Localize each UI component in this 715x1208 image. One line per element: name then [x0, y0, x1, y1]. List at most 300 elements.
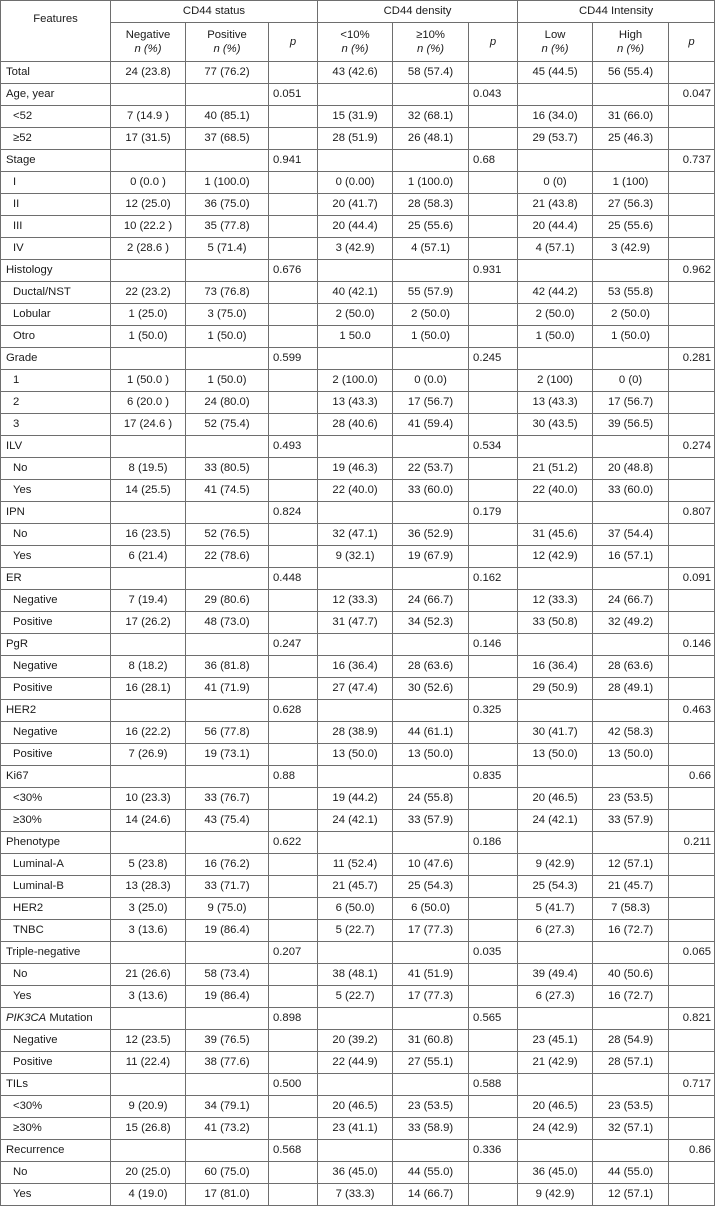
- count-cell: 3 (13.6): [111, 920, 186, 942]
- p-value-cell: 0.941: [269, 150, 318, 172]
- empty-cell: [593, 436, 669, 458]
- count-cell: 44 (61.1): [393, 722, 469, 744]
- count-cell: 15 (26.8): [111, 1118, 186, 1140]
- count-cell: 36 (45.0): [318, 1162, 393, 1184]
- count-cell: 30 (52.6): [393, 678, 469, 700]
- p-value-cell: [269, 304, 318, 326]
- count-cell: 25 (54.3): [393, 876, 469, 898]
- p-value-cell: [469, 458, 518, 480]
- p-value-cell: 0.898: [269, 1008, 318, 1030]
- count-cell: 33 (58.9): [393, 1118, 469, 1140]
- table-row: [1, 524, 715, 546]
- empty-cell: [518, 84, 593, 106]
- header-p-value: [469, 23, 518, 62]
- p-value-cell: [269, 612, 318, 634]
- p-value-cell: [269, 1030, 318, 1052]
- count-cell: 24 (23.8): [111, 62, 186, 84]
- count-cell: 21 (26.6): [111, 964, 186, 986]
- p-value-cell: [669, 1184, 715, 1206]
- empty-cell: [593, 700, 669, 722]
- p-value-cell: 0.931: [469, 260, 518, 282]
- row-label: III: [1, 216, 111, 238]
- header-subcolumn-unit: n (%): [213, 43, 241, 55]
- count-cell: 41 (74.5): [186, 480, 269, 502]
- empty-cell: [186, 832, 269, 854]
- count-cell: 20 (46.5): [518, 788, 593, 810]
- table-row: [1, 1052, 715, 1074]
- count-cell: 23 (53.5): [593, 788, 669, 810]
- count-cell: 27 (56.3): [593, 194, 669, 216]
- count-cell: 1 (50.0): [518, 326, 593, 348]
- count-cell: 16 (34.0): [518, 106, 593, 128]
- count-cell: 53 (55.8): [593, 282, 669, 304]
- table-row: [1, 876, 715, 898]
- count-cell: 17 (77.3): [393, 920, 469, 942]
- p-value-cell: [669, 722, 715, 744]
- p-value-cell: [469, 810, 518, 832]
- empty-cell: [518, 700, 593, 722]
- p-value-cell: [269, 1096, 318, 1118]
- table-row: [1, 744, 715, 766]
- p-value-cell: [469, 392, 518, 414]
- row-label: Grade: [1, 348, 111, 370]
- count-cell: 17 (24.6 ): [111, 414, 186, 436]
- p-value-cell: [669, 216, 715, 238]
- empty-cell: [111, 502, 186, 524]
- p-value-cell: [669, 876, 715, 898]
- count-cell: 1 (100.0): [186, 172, 269, 194]
- p-value-cell: 0.146: [669, 634, 715, 656]
- empty-cell: [318, 832, 393, 854]
- count-cell: 1 (50.0): [186, 326, 269, 348]
- count-cell: 5 (22.7): [318, 986, 393, 1008]
- header-subcolumn-unit: n (%): [617, 43, 645, 55]
- p-value-cell: [469, 590, 518, 612]
- count-cell: 28 (54.9): [593, 1030, 669, 1052]
- p-value-cell: [469, 216, 518, 238]
- count-cell: 56 (55.4): [593, 62, 669, 84]
- table-row: [1, 62, 715, 84]
- empty-cell: [111, 1074, 186, 1096]
- p-value-cell: 0.274: [669, 436, 715, 458]
- count-cell: 1 (50.0): [593, 326, 669, 348]
- table-row-group: [1, 942, 715, 964]
- p-value-cell: 0.043: [469, 84, 518, 106]
- table-row: [1, 1162, 715, 1184]
- count-cell: 21 (51.2): [518, 458, 593, 480]
- count-cell: 31 (45.6): [518, 524, 593, 546]
- p-value-cell: [469, 898, 518, 920]
- p-value-cell: [469, 62, 518, 84]
- table-row: [1, 1118, 715, 1140]
- empty-cell: [111, 260, 186, 282]
- count-cell: 44 (55.0): [393, 1162, 469, 1184]
- count-cell: 24 (42.9): [518, 1118, 593, 1140]
- count-cell: 4 (57.1): [518, 238, 593, 260]
- count-cell: 42 (44.2): [518, 282, 593, 304]
- empty-cell: [318, 436, 393, 458]
- count-cell: 26 (48.1): [393, 128, 469, 150]
- row-label: ER: [1, 568, 111, 590]
- empty-cell: [318, 1008, 393, 1030]
- empty-cell: [593, 348, 669, 370]
- row-label: Stage: [1, 150, 111, 172]
- empty-cell: [186, 634, 269, 656]
- count-cell: 39 (49.4): [518, 964, 593, 986]
- count-cell: 20 (44.4): [518, 216, 593, 238]
- p-value-cell: 0.737: [669, 150, 715, 172]
- p-value-cell: [469, 370, 518, 392]
- table-row: [1, 480, 715, 502]
- count-cell: 48 (73.0): [186, 612, 269, 634]
- count-cell: 1 (50.0): [186, 370, 269, 392]
- count-cell: 17 (56.7): [593, 392, 669, 414]
- empty-cell: [318, 150, 393, 172]
- row-label: Yes: [1, 546, 111, 568]
- p-value-cell: [469, 128, 518, 150]
- p-value-cell: [669, 898, 715, 920]
- p-value-cell: [269, 62, 318, 84]
- count-cell: 40 (85.1): [186, 106, 269, 128]
- p-value-cell: [469, 1162, 518, 1184]
- empty-cell: [318, 766, 393, 788]
- count-cell: 9 (42.9): [518, 1184, 593, 1206]
- row-label: <52: [1, 106, 111, 128]
- p-value-cell: [269, 986, 318, 1008]
- empty-cell: [318, 634, 393, 656]
- p-value-cell: [269, 546, 318, 568]
- count-cell: 6 (50.0): [318, 898, 393, 920]
- count-cell: 12 (33.3): [318, 590, 393, 612]
- p-value-cell: [269, 964, 318, 986]
- count-cell: 36 (52.9): [393, 524, 469, 546]
- p-value-cell: [669, 128, 715, 150]
- count-cell: 1 (100): [593, 172, 669, 194]
- empty-cell: [518, 1140, 593, 1162]
- p-value-cell: 0.179: [469, 502, 518, 524]
- count-cell: 73 (76.8): [186, 282, 269, 304]
- count-cell: 34 (52.3): [393, 612, 469, 634]
- row-label: Triple-negative: [1, 942, 111, 964]
- p-value-cell: 0.534: [469, 436, 518, 458]
- p-value-cell: [669, 656, 715, 678]
- count-cell: 33 (80.5): [186, 458, 269, 480]
- p-value-cell: [469, 920, 518, 942]
- table-row: [1, 370, 715, 392]
- count-cell: 20 (39.2): [318, 1030, 393, 1052]
- count-cell: 25 (55.6): [593, 216, 669, 238]
- count-cell: 25 (55.6): [393, 216, 469, 238]
- row-label: <30%: [1, 1096, 111, 1118]
- count-cell: 28 (40.6): [318, 414, 393, 436]
- header-subcolumn-label: Positive: [207, 29, 247, 41]
- row-label: Yes: [1, 986, 111, 1008]
- empty-cell: [393, 568, 469, 590]
- row-label: Negative: [1, 722, 111, 744]
- table-row: [1, 788, 715, 810]
- count-cell: 28 (63.6): [593, 656, 669, 678]
- p-value-cell: 0.824: [269, 502, 318, 524]
- p-value-cell: [269, 326, 318, 348]
- count-cell: 1 (25.0): [111, 304, 186, 326]
- empty-cell: [393, 942, 469, 964]
- table-row: [1, 612, 715, 634]
- count-cell: 2 (50.0): [318, 304, 393, 326]
- empty-cell: [593, 568, 669, 590]
- p-value-cell: 0.186: [469, 832, 518, 854]
- p-value-cell: [469, 744, 518, 766]
- header-p-value: [669, 23, 715, 62]
- empty-cell: [111, 700, 186, 722]
- count-cell: 7 (14.9 ): [111, 106, 186, 128]
- row-label: TNBC: [1, 920, 111, 942]
- table-row: [1, 920, 715, 942]
- p-value-cell: [269, 216, 318, 238]
- count-cell: 4 (57.1): [393, 238, 469, 260]
- p-value-cell: 0.622: [269, 832, 318, 854]
- p-value-cell: 0.211: [669, 832, 715, 854]
- count-cell: 58 (57.4): [393, 62, 469, 84]
- count-cell: 39 (56.5): [593, 414, 669, 436]
- p-value-cell: [269, 1052, 318, 1074]
- empty-cell: [111, 942, 186, 964]
- p-value-cell: [269, 1118, 318, 1140]
- count-cell: 28 (58.3): [393, 194, 469, 216]
- p-value-cell: 0.281: [669, 348, 715, 370]
- count-cell: 16 (36.4): [318, 656, 393, 678]
- header-subcolumn: [518, 23, 593, 62]
- table-row: [1, 898, 715, 920]
- count-cell: 20 (41.7): [318, 194, 393, 216]
- empty-cell: [593, 1074, 669, 1096]
- count-cell: 1 (50.0): [393, 326, 469, 348]
- p-value-cell: [269, 722, 318, 744]
- count-cell: 30 (43.5): [518, 414, 593, 436]
- p-value-cell: 0.821: [669, 1008, 715, 1030]
- p-value-cell: [269, 128, 318, 150]
- count-cell: 52 (75.4): [186, 414, 269, 436]
- count-cell: 36 (45.0): [518, 1162, 593, 1184]
- table-row: [1, 414, 715, 436]
- p-value-cell: [669, 1096, 715, 1118]
- count-cell: 10 (23.3): [111, 788, 186, 810]
- p-value-cell: 0.493: [269, 436, 318, 458]
- count-cell: 13 (50.0): [518, 744, 593, 766]
- p-value-cell: [669, 392, 715, 414]
- table-row: [1, 216, 715, 238]
- row-label: I: [1, 172, 111, 194]
- p-value-cell: [669, 414, 715, 436]
- p-value-cell: 0.207: [269, 942, 318, 964]
- row-label: Otro: [1, 326, 111, 348]
- row-label: Positive: [1, 744, 111, 766]
- table-row: [1, 854, 715, 876]
- p-value-cell: [669, 1118, 715, 1140]
- count-cell: 33 (57.9): [393, 810, 469, 832]
- p-value-cell: [469, 1052, 518, 1074]
- empty-cell: [186, 1140, 269, 1162]
- empty-cell: [111, 436, 186, 458]
- p-value-cell: [269, 876, 318, 898]
- p-value-cell: 0.325: [469, 700, 518, 722]
- p-value-cell: 0.88: [269, 766, 318, 788]
- empty-cell: [518, 260, 593, 282]
- p-value-cell: [469, 282, 518, 304]
- count-cell: 14 (66.7): [393, 1184, 469, 1206]
- empty-cell: [518, 832, 593, 854]
- count-cell: 9 (42.9): [518, 854, 593, 876]
- p-value-cell: [669, 304, 715, 326]
- row-label: No: [1, 1162, 111, 1184]
- count-cell: 77 (76.2): [186, 62, 269, 84]
- table-row: [1, 172, 715, 194]
- count-cell: 19 (44.2): [318, 788, 393, 810]
- count-cell: 13 (43.3): [318, 392, 393, 414]
- count-cell: 20 (46.5): [318, 1096, 393, 1118]
- count-cell: 14 (25.5): [111, 480, 186, 502]
- header-p-value: [269, 23, 318, 62]
- p-value-cell: [269, 656, 318, 678]
- count-cell: 17 (81.0): [186, 1184, 269, 1206]
- table-row-group: [1, 260, 715, 282]
- p-value-cell: [669, 326, 715, 348]
- table-row: [1, 458, 715, 480]
- p-value-cell: [669, 1162, 715, 1184]
- p-value-cell: [669, 986, 715, 1008]
- empty-cell: [593, 502, 669, 524]
- p-value-cell: 0.245: [469, 348, 518, 370]
- empty-cell: [111, 634, 186, 656]
- p-value-cell: [269, 524, 318, 546]
- empty-cell: [593, 150, 669, 172]
- table-row: [1, 1030, 715, 1052]
- p-value-cell: [269, 1162, 318, 1184]
- count-cell: 0 (0.0): [393, 370, 469, 392]
- count-cell: 43 (42.6): [318, 62, 393, 84]
- empty-cell: [518, 436, 593, 458]
- row-label: II: [1, 194, 111, 216]
- p-value-cell: 0.628: [269, 700, 318, 722]
- count-cell: 9 (75.0): [186, 898, 269, 920]
- p-value-cell: [669, 964, 715, 986]
- empty-cell: [111, 766, 186, 788]
- count-cell: 35 (77.8): [186, 216, 269, 238]
- p-value-cell: [469, 656, 518, 678]
- count-cell: 52 (76.5): [186, 524, 269, 546]
- row-label: Histology: [1, 260, 111, 282]
- empty-cell: [186, 260, 269, 282]
- count-cell: 16 (57.1): [593, 546, 669, 568]
- row-label: Negative: [1, 656, 111, 678]
- p-value-cell: 0.162: [469, 568, 518, 590]
- count-cell: 17 (31.5): [111, 128, 186, 150]
- count-cell: 33 (50.8): [518, 612, 593, 634]
- count-cell: 13 (50.0): [593, 744, 669, 766]
- count-cell: 28 (63.6): [393, 656, 469, 678]
- count-cell: 20 (25.0): [111, 1162, 186, 1184]
- row-label: No: [1, 458, 111, 480]
- count-cell: 25 (54.3): [518, 876, 593, 898]
- row-label: 3: [1, 414, 111, 436]
- count-cell: 2 (28.6 ): [111, 238, 186, 260]
- p-value-cell: [669, 282, 715, 304]
- count-cell: 1 50.0: [318, 326, 393, 348]
- count-cell: 60 (75.0): [186, 1162, 269, 1184]
- count-cell: 32 (47.1): [318, 524, 393, 546]
- empty-cell: [518, 502, 593, 524]
- count-cell: 11 (52.4): [318, 854, 393, 876]
- count-cell: 44 (55.0): [593, 1162, 669, 1184]
- header-subcolumn-label: p: [489, 36, 497, 48]
- empty-cell: [593, 942, 669, 964]
- p-value-cell: [269, 590, 318, 612]
- count-cell: 24 (80.0): [186, 392, 269, 414]
- row-label: ≥30%: [1, 810, 111, 832]
- count-cell: 2 (100.0): [318, 370, 393, 392]
- p-value-cell: 0.568: [269, 1140, 318, 1162]
- p-value-cell: [469, 238, 518, 260]
- p-value-cell: [669, 612, 715, 634]
- p-value-cell: 0.247: [269, 634, 318, 656]
- count-cell: 45 (44.5): [518, 62, 593, 84]
- count-cell: 38 (77.6): [186, 1052, 269, 1074]
- p-value-cell: [469, 480, 518, 502]
- empty-cell: [593, 1008, 669, 1030]
- empty-cell: [393, 150, 469, 172]
- count-cell: 6 (20.0 ): [111, 392, 186, 414]
- count-cell: 23 (41.1): [318, 1118, 393, 1140]
- count-cell: 38 (48.1): [318, 964, 393, 986]
- row-label: <30%: [1, 788, 111, 810]
- table-row: [1, 238, 715, 260]
- count-cell: 3 (42.9): [318, 238, 393, 260]
- p-value-cell: [669, 678, 715, 700]
- count-cell: 24 (66.7): [593, 590, 669, 612]
- p-value-cell: [269, 414, 318, 436]
- count-cell: 3 (75.0): [186, 304, 269, 326]
- row-label: Positive: [1, 612, 111, 634]
- empty-cell: [593, 260, 669, 282]
- p-value-cell: 0.051: [269, 84, 318, 106]
- count-cell: 21 (45.7): [593, 876, 669, 898]
- row-label-rest: Mutation: [46, 1012, 93, 1024]
- count-cell: 32 (68.1): [393, 106, 469, 128]
- count-cell: 9 (32.1): [318, 546, 393, 568]
- count-cell: 2 (50.0): [393, 304, 469, 326]
- table-row-group: [1, 502, 715, 524]
- p-value-cell: 0.68: [469, 150, 518, 172]
- row-label: IPN: [1, 502, 111, 524]
- row-label: ≥30%: [1, 1118, 111, 1140]
- count-cell: 36 (75.0): [186, 194, 269, 216]
- count-cell: 22 (40.0): [318, 480, 393, 502]
- count-cell: 22 (23.2): [111, 282, 186, 304]
- empty-cell: [518, 1074, 593, 1096]
- count-cell: 6 (21.4): [111, 546, 186, 568]
- count-cell: 27 (47.4): [318, 678, 393, 700]
- count-cell: 16 (72.7): [593, 986, 669, 1008]
- empty-cell: [111, 568, 186, 590]
- empty-cell: [318, 942, 393, 964]
- count-cell: 27 (55.1): [393, 1052, 469, 1074]
- count-cell: 29 (50.9): [518, 678, 593, 700]
- count-cell: 1 (100.0): [393, 172, 469, 194]
- row-label: 2: [1, 392, 111, 414]
- count-cell: 3 (42.9): [593, 238, 669, 260]
- table-row-group: [1, 1074, 715, 1096]
- count-cell: 41 (71.9): [186, 678, 269, 700]
- count-cell: 0 (0): [518, 172, 593, 194]
